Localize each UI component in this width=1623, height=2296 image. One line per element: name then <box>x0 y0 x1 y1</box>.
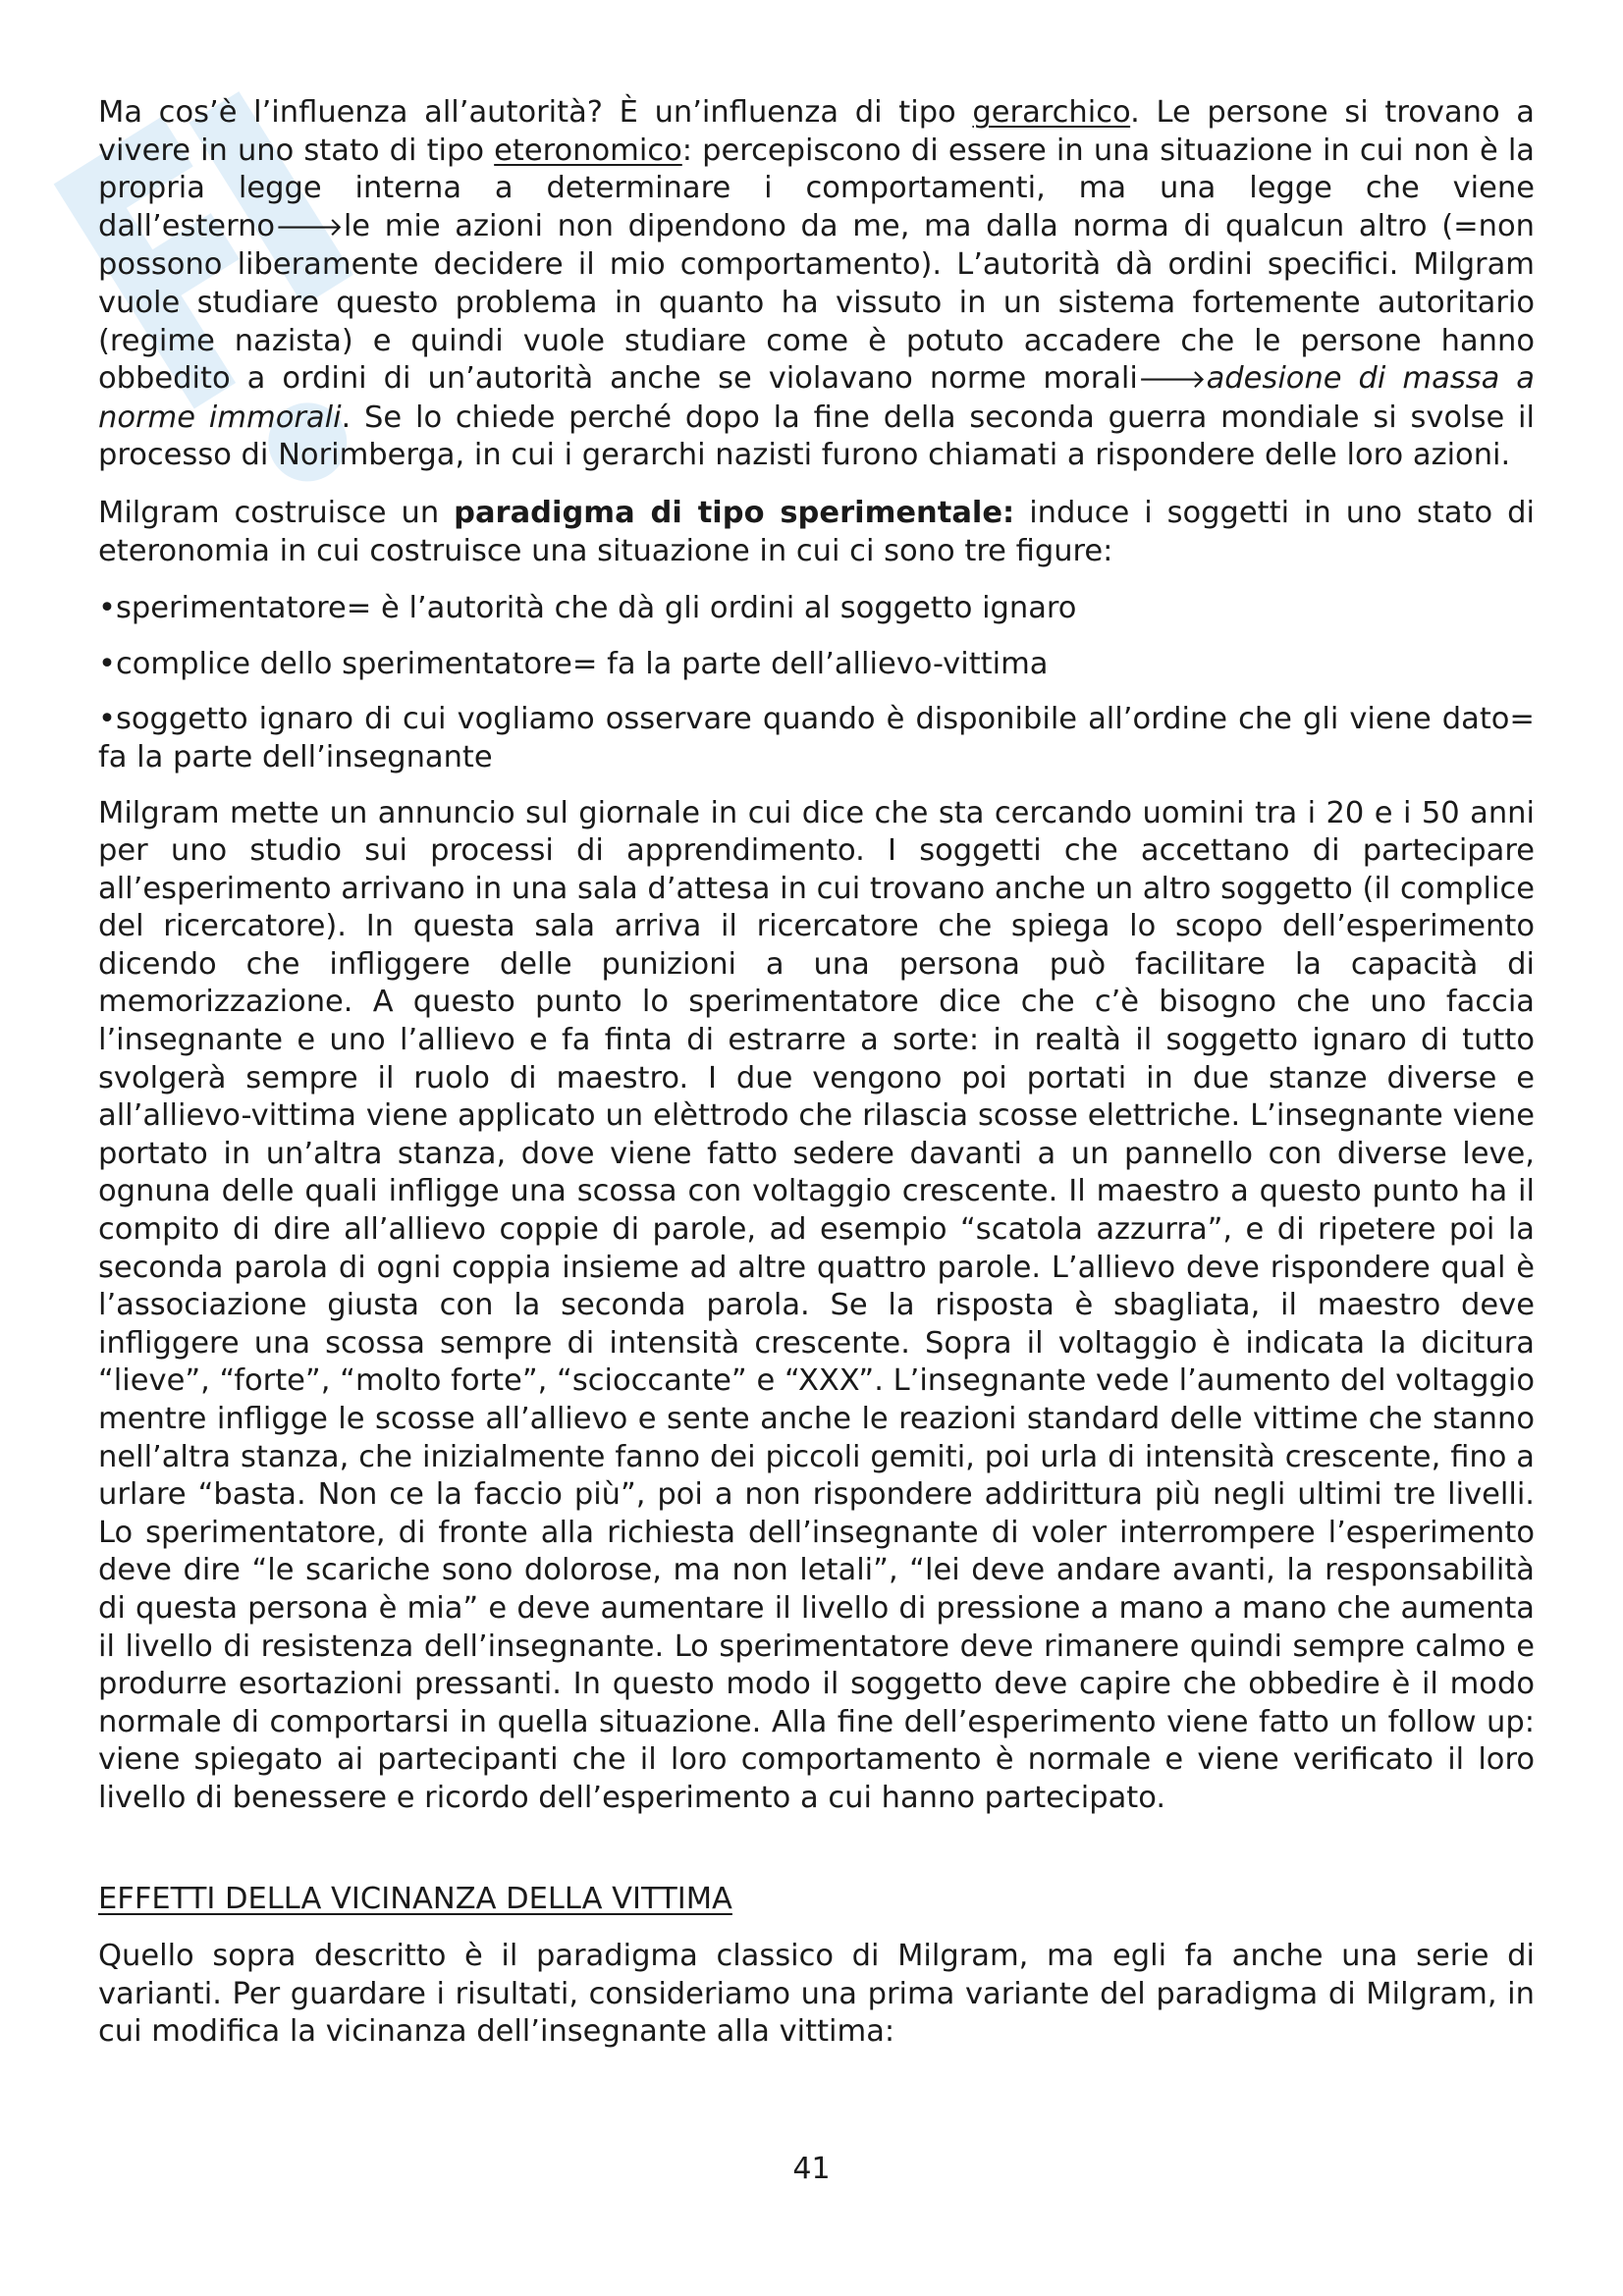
paragraph-variants: Quello sopra descritto è il paradigma classico di Milgram, ma egli fa anche una serie di varianti. Per guardare i risultati, consideriamo una prima variante del paradigma di Milgram, in cui modifica la vicinanza dell’insegnante alla vittima: <box>98 1939 1535 2050</box>
underlined-term-eteronomico: eteronomico <box>494 133 682 168</box>
italic-phrase: adesione di massa a norme immorali <box>98 361 1535 435</box>
bold-term-paradigm: paradigma di tipo sperimentale: <box>454 495 1015 530</box>
section-heading: EFFETTI DELLA VICINANZA DELLA VITTIMA <box>98 1881 732 1916</box>
paragraph-experiment-description: Milgram mette un annuncio sul giornale in cui dice che sta cercando uomini tra i 20 e i 50 anni per uno studio sui processi di apprendimento. I soggetti che accettano di partecipare all’esperimento arrivano in una sala d’attesa in cui trovano anche un altro soggetto (il complice del ricercatore). In questa sala arriva il ricercatore che spiega lo scopo dell’esperimento dicendo che infliggere delle punizioni a una persona può facilitare la capacità di memorizzazione. A questo punto lo sperimentatore dice che c’è bisogno che uno faccia l’insegnante e uno l’allievo e fa finta di estrarre a sorte: in realtà il soggetto ignaro di tutto svolgerà sempre il ruolo di maestro. I due vengono poi portati in due stanze diverse e all’allievo-vittima viene applicato un elèttrodo che rilascia scosse elettriche. L’insegnante viene portato in un’altra stanza, dove viene fatto sedere davanti a un pannello con diverse leve, ognuna delle quali infligge una scossa con voltaggio crescente. Il maestro a questo punto ha il compito di dire all’allievo coppie di parole, ad esempio “scatola azzurra”, e di ripetere poi la seconda parola di ogni coppia insieme ad altre quattro parole. L’allievo deve rispondere qual è l’associazione giusta con la seconda parola. Se la risposta è sbagliata, il maestro deve infliggere una scossa sempre di intensità crescente. Sopra il voltaggio è indicata la dicitura “lieve”, “forte”, “molto forte”, “scioccante” e “XXX”. L’insegnante vede l’aumento del voltaggio mentre infligge le scosse all’allievo e sente anche le reazioni standard delle vittime che stanno nell’altra stanza, che inizialmente fanno dei piccoli gemiti, poi urla di intensità crescente, fino a urlare “basta. Non ce la faccio più”, poi a non rispondere addirittura più negli ultimi tre livelli. Lo sperimentatore, di fronte alla richiesta dell’insegnante di voler interrompere l’esperimento deve dire “le scariche sono dolorose, ma non letali”, “lei deve andare avanti, la responsabilità di questa persona è mia” e deve aumentare il livello di pressione a mano a mano che aumenta il livello di resistenza dell’insegnante. Lo sperimentatore deve rimanere quindi sempre calmo e produrre esortazioni pressanti. In questo modo il soggetto deve capire che obbedire è il modo normale di comportarsi in quella situazione. Alla fine dell’esperimento viene fatto un follow up: viene spiegato ai partecipanti che il loro comportamento è normale e viene verificato il loro livello di benessere e ricordo dell’esperimento a cui hanno partecipato. <box>98 795 1535 1815</box>
arrow-icon: 🡒 <box>1137 365 1207 396</box>
document-page <box>98 94 1535 2071</box>
bullet-item: •soggetto ignaro di cui vogliamo osservare quando è disponibile all’ordine che gli viene dato= fa la parte dell’insegnante <box>98 702 1535 774</box>
underlined-term-gerarchico: gerarchico <box>972 95 1131 130</box>
paragraph-authority-influence: Ma cos’è l’influenza all’autorità? È un’influenza di tipo gerarchico. Le persone si trovano a vivere in uno stato di tipo eteronomico: percepiscono di essere in una situazione in cui non è la propria legge interna a determinare i comportamenti, ma una legge che viene dall’esterno🡒le mie azioni non dipendono da me, ma dalla norma di qualcun altro (=non possono liberamente decidere il mio comportamento). L’autorità dà ordini specifici. Milgram vuole studiare questo problema in quanto ha vissuto in un sistema fortemente autoritario (regime nazista) e quindi vuole studiare come è potuto accadere che le persone hanno obbedito a ordini di un’autorità anche se violavano norme morali🡒adesione di massa a norme immorali. Se lo chiede perché dopo la fine della seconda guerra mondiale si svolse il processo di Norimberga, in cui i gerarchi nazisti furono chiamati a rispondere delle loro azioni. <box>98 95 1535 473</box>
bullet-item: •complice dello sperimentatore= fa la parte dell’allievo-vittima <box>98 646 1049 681</box>
bullet-item: •sperimentatore= è l’autorità che dà gli ordini al soggetto ignaro <box>98 591 1077 626</box>
page-number: 41 <box>792 2152 831 2186</box>
paragraph-paradigm: Milgram costruisce un paradigma di tipo sperimentale: induce i soggetti in uno stato di eteronomia in cui costruisce una situazione in cui ci sono tre figure: <box>98 495 1535 568</box>
arrow-icon: 🡒 <box>275 212 344 242</box>
